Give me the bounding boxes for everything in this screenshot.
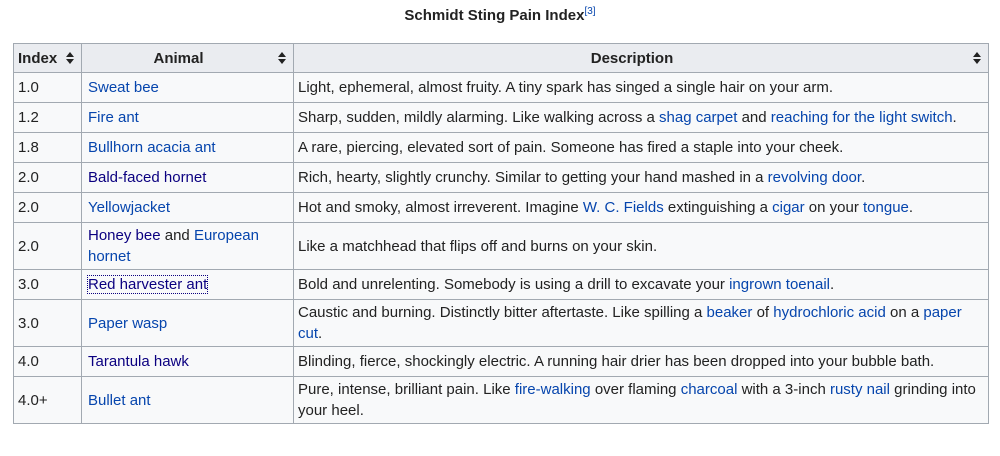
- column-header-index[interactable]: [14, 44, 82, 73]
- cell-text: Rich, hearty, slightly crunchy. Similar to getting your hand mashed in a: [298, 169, 768, 186]
- wiki-link[interactable]: European hornet: [88, 227, 259, 265]
- wiki-link[interactable]: Bullhorn acacia ant: [88, 139, 216, 156]
- description-cell: [294, 300, 989, 347]
- description-cell: [294, 347, 989, 377]
- table-row: [14, 73, 989, 103]
- wiki-link[interactable]: paper cut: [298, 304, 962, 342]
- wiki-link[interactable]: reaching for the light switch: [770, 109, 953, 126]
- cell-text: .: [861, 169, 866, 186]
- wiki-link[interactable]: charcoal: [680, 381, 738, 398]
- cell-text: on your: [804, 199, 863, 216]
- cell-text: on a: [885, 304, 924, 321]
- cell-text: Like a matchhead that flips off and burns on your skin.: [298, 237, 658, 255]
- index-cell: 2.0: [14, 193, 82, 223]
- animal-cell: [82, 347, 294, 377]
- table-row: [14, 377, 989, 424]
- wiki-link[interactable]: revolving door: [767, 169, 862, 186]
- description-cell: [294, 103, 989, 133]
- wiki-link[interactable]: cigar: [772, 199, 805, 216]
- wiki-link[interactable]: Bald-faced hornet: [88, 169, 207, 186]
- wiki-link[interactable]: Bullet ant: [88, 391, 151, 409]
- description-cell: [294, 133, 989, 163]
- wiki-link[interactable]: Yellowjacket: [88, 199, 170, 216]
- column-header-description-label: Description: [590, 49, 674, 67]
- cell-text: over flaming: [590, 381, 681, 398]
- column-header-description[interactable]: [294, 44, 989, 73]
- cell-text: A rare, piercing, elevated sort of pain. Someone has fired a staple into your cheek.: [298, 139, 844, 156]
- caption-title: Schmidt Sting Pain Index: [404, 7, 585, 24]
- wiki-link[interactable]: tongue: [863, 199, 909, 216]
- index-cell: 1.2: [14, 103, 82, 133]
- table-row: [14, 103, 989, 133]
- wiki-link[interactable]: Sweat bee: [88, 79, 159, 96]
- cell-text: grinding into your heel.: [298, 381, 976, 419]
- header-row: [14, 44, 989, 73]
- description-cell: [294, 163, 989, 193]
- wiki-link[interactable]: shag carpet: [659, 109, 738, 126]
- table-row: [14, 270, 989, 300]
- index-cell: 4.0: [14, 347, 82, 377]
- wiki-link[interactable]: beaker: [706, 304, 753, 321]
- table-row: [14, 133, 989, 163]
- cell-text: and: [160, 227, 194, 244]
- column-header-animal-label: Animal: [153, 49, 204, 67]
- table-row: [14, 223, 989, 270]
- wiki-link[interactable]: W. C. Fields: [582, 199, 664, 216]
- table-caption: [0, 6, 1000, 24]
- wiki-link[interactable]: rusty nail: [829, 381, 890, 398]
- cell-text: with a 3-inch: [737, 381, 830, 398]
- wiki-link[interactable]: Tarantula hawk: [88, 353, 189, 370]
- sting-pain-table: [13, 43, 989, 424]
- wiki-link[interactable]: Red harvester ant: [88, 276, 208, 293]
- animal-cell: [82, 270, 294, 300]
- table-row: [14, 347, 989, 377]
- cell-text: Hot and smoky, almost irreverent. Imagine: [298, 199, 583, 216]
- description-cell: [294, 193, 989, 223]
- sort-icon[interactable]: [278, 52, 286, 64]
- index-cell: 4.0+: [14, 377, 82, 424]
- cell-text: and: [737, 109, 771, 126]
- index-cell: 1.8: [14, 133, 82, 163]
- description-cell: [294, 377, 989, 424]
- table-body: [14, 73, 989, 424]
- cell-text: .: [908, 199, 914, 216]
- animal-cell: [82, 300, 294, 347]
- description-cell: [294, 73, 989, 103]
- animal-cell: [82, 223, 294, 270]
- cell-text: of: [752, 304, 774, 321]
- table-row: [14, 193, 989, 223]
- wiki-link[interactable]: Honey bee: [88, 227, 161, 244]
- animal-cell: [82, 163, 294, 193]
- cell-text: Bold and unrelenting. Somebody is using a drill to excavate your: [298, 276, 730, 293]
- index-cell: 2.0: [14, 163, 82, 193]
- sort-icon[interactable]: [973, 52, 981, 64]
- cell-text: .: [952, 109, 957, 126]
- animal-cell: [82, 103, 294, 133]
- column-header-animal[interactable]: [82, 44, 294, 73]
- wiki-link[interactable]: Fire ant: [88, 109, 139, 126]
- sort-icon[interactable]: [66, 52, 74, 64]
- index-cell: 2.0: [14, 223, 82, 270]
- animal-cell: [82, 133, 294, 163]
- wiki-link[interactable]: fire-walking: [514, 381, 591, 398]
- wiki-link[interactable]: ingrown toenail: [729, 276, 830, 293]
- index-cell: 1.0: [14, 73, 82, 103]
- animal-cell: [82, 377, 294, 424]
- cell-text: Light, ephemeral, almost fruity. A tiny spark has singed a single hair on your arm.: [298, 79, 833, 96]
- wiki-link[interactable]: Paper wasp: [88, 314, 168, 332]
- cell-text: extinguishing a: [663, 199, 773, 216]
- description-cell: [294, 270, 989, 300]
- cell-text: Caustic and burning. Distinctly bitter aftertaste. Like spilling a: [298, 304, 707, 321]
- cell-text: Pure, intense, brilliant pain. Like: [298, 381, 515, 398]
- cell-text: Blinding, fierce, shockingly electric. A running hair drier has been dropped into your bubble bath.: [298, 353, 935, 370]
- table-row: [14, 163, 989, 193]
- cell-text: .: [830, 276, 835, 293]
- index-cell: 3.0: [14, 270, 82, 300]
- description-cell: [294, 223, 989, 270]
- animal-cell: [82, 73, 294, 103]
- index-cell: 3.0: [14, 300, 82, 347]
- wiki-link[interactable]: hydrochloric acid: [773, 304, 886, 321]
- table-row: [14, 300, 989, 347]
- animal-cell: [82, 193, 294, 223]
- reference-superscript: [584, 6, 595, 17]
- column-header-index-label: Index: [18, 49, 58, 67]
- reference-link[interactable]: [3]: [584, 6, 596, 17]
- cell-text: .: [318, 325, 323, 342]
- cell-text: Sharp, sudden, mildly alarming. Like walking across a: [298, 109, 660, 126]
